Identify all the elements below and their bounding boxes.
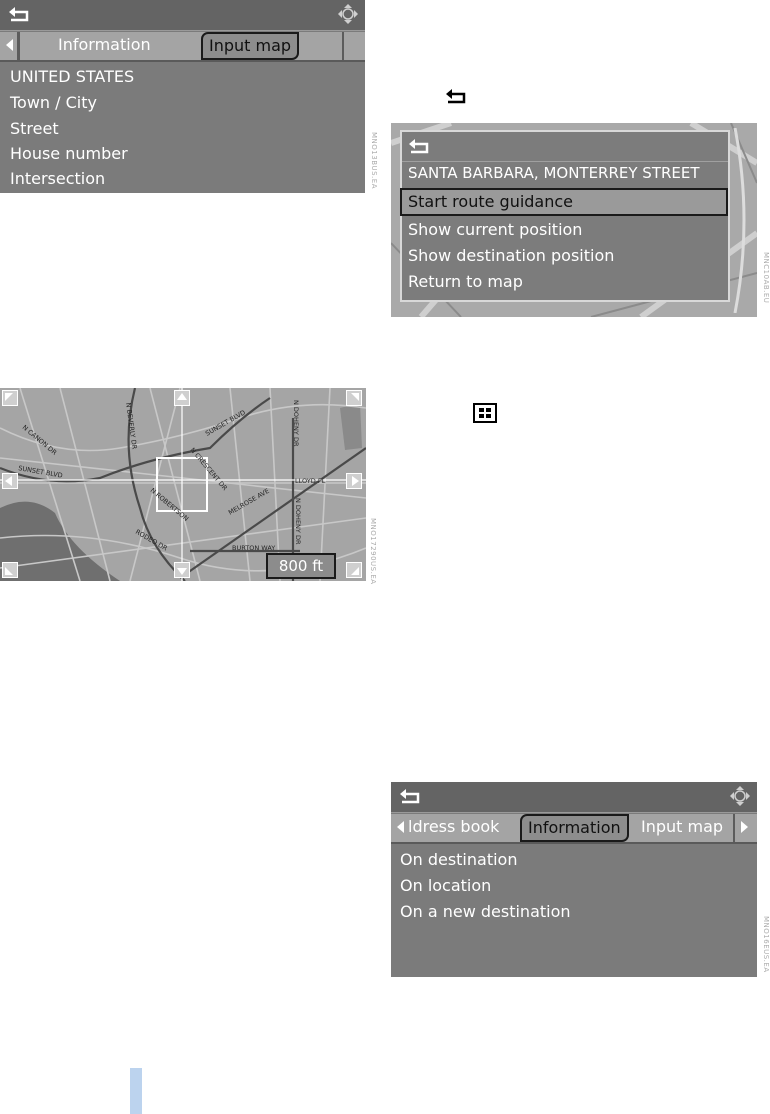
- top-bar: [0, 0, 365, 31]
- scroll-up-icon[interactable]: [174, 390, 190, 406]
- scroll-arc: [731, 128, 757, 313]
- menu-item-on-new-destination[interactable]: On a new destination: [400, 902, 571, 921]
- scale-label: 800 ft: [278, 557, 324, 575]
- scroll-left-icon[interactable]: [2, 473, 18, 489]
- tab-address-book[interactable]: ldress book: [408, 817, 500, 836]
- scroll-down-left-icon[interactable]: [2, 562, 18, 578]
- scroll-right-icon[interactable]: [738, 819, 750, 835]
- page-margin-bar: [130, 1068, 142, 1114]
- street-label: BURTON WAY: [232, 544, 276, 552]
- street-label: MELROSE AVE: [227, 486, 271, 517]
- street-label: SUNSET BLVD: [17, 464, 64, 480]
- address-input-screen: [0, 0, 365, 193]
- tab-information[interactable]: Information: [58, 35, 151, 54]
- street-label: LLOYD PL: [295, 477, 326, 485]
- destination-title: SANTA BARBARA, MONTERREY STREET: [408, 164, 700, 182]
- scroll-up-right-icon[interactable]: [346, 390, 362, 406]
- tab-input-map[interactable]: Input map: [641, 817, 724, 836]
- menu-item-town-city[interactable]: Town / City: [10, 93, 97, 112]
- menu-item-on-destination[interactable]: On destination: [400, 850, 518, 869]
- menu-item-street[interactable]: Street: [10, 119, 59, 138]
- tab-input-map[interactable]: Input map: [201, 32, 299, 60]
- menu-item-return-to-map[interactable]: Return to map: [408, 272, 523, 291]
- street-label: N CRESCENT DR: [188, 446, 229, 493]
- back-icon[interactable]: [408, 138, 432, 156]
- scroll-up-left-icon[interactable]: [2, 390, 18, 406]
- street-label: N CANON DR: [20, 423, 59, 457]
- menu-item-house-number[interactable]: House number: [10, 144, 128, 163]
- scroll-down-right-icon[interactable]: [346, 562, 362, 578]
- menu-item-country[interactable]: UNITED STATES: [10, 67, 135, 86]
- street-label: N ROBERTSON: [148, 486, 191, 523]
- figure-code: MNO16EUS.EA: [762, 916, 770, 973]
- menu-item-show-destination-position[interactable]: Show destination position: [408, 246, 615, 265]
- back-icon[interactable]: [399, 788, 423, 806]
- street-label: N DOHENY DR: [292, 400, 300, 447]
- top-bar: [391, 782, 757, 813]
- scale-indicator[interactable]: [266, 553, 336, 579]
- scroll-right-icon[interactable]: [346, 473, 362, 489]
- menu-item-start-route-guidance[interactable]: [400, 188, 728, 216]
- back-icon[interactable]: [8, 6, 32, 24]
- menu-item-show-current-position[interactable]: Show current position: [408, 220, 583, 239]
- controller-icon: [337, 3, 359, 25]
- scroll-down-icon[interactable]: [174, 562, 190, 578]
- figure-code: MNC10AB.EU: [762, 252, 770, 304]
- tab-row: [391, 814, 757, 844]
- scroll-left-icon[interactable]: [4, 37, 16, 53]
- menu-item-on-location[interactable]: On location: [400, 876, 492, 895]
- street-label: SUNSET BLVD: [204, 408, 247, 438]
- scroll-left-icon[interactable]: [395, 819, 407, 835]
- figure-code: MNO13BUS.EA: [370, 132, 378, 189]
- tab-row: [0, 32, 365, 62]
- navigation-map[interactable]: [0, 388, 366, 581]
- figure-code: MNO17290US.EA: [369, 518, 377, 585]
- information-screen: [391, 782, 757, 977]
- street-label: N DOHENY DR: [294, 498, 302, 545]
- tab-information[interactable]: Information: [520, 814, 629, 842]
- route-menu-screen: [391, 123, 757, 317]
- controller-icon: [729, 785, 751, 807]
- popup-menu: [400, 130, 730, 302]
- back-icon: [444, 88, 470, 106]
- street-label: N BEVERLY DR: [124, 402, 139, 450]
- menu-item-label: Start route guidance: [408, 192, 574, 211]
- map-view-icon: [473, 403, 497, 423]
- menu-item-intersection[interactable]: Intersection: [10, 169, 106, 188]
- street-label: RODEO DR: [134, 527, 169, 553]
